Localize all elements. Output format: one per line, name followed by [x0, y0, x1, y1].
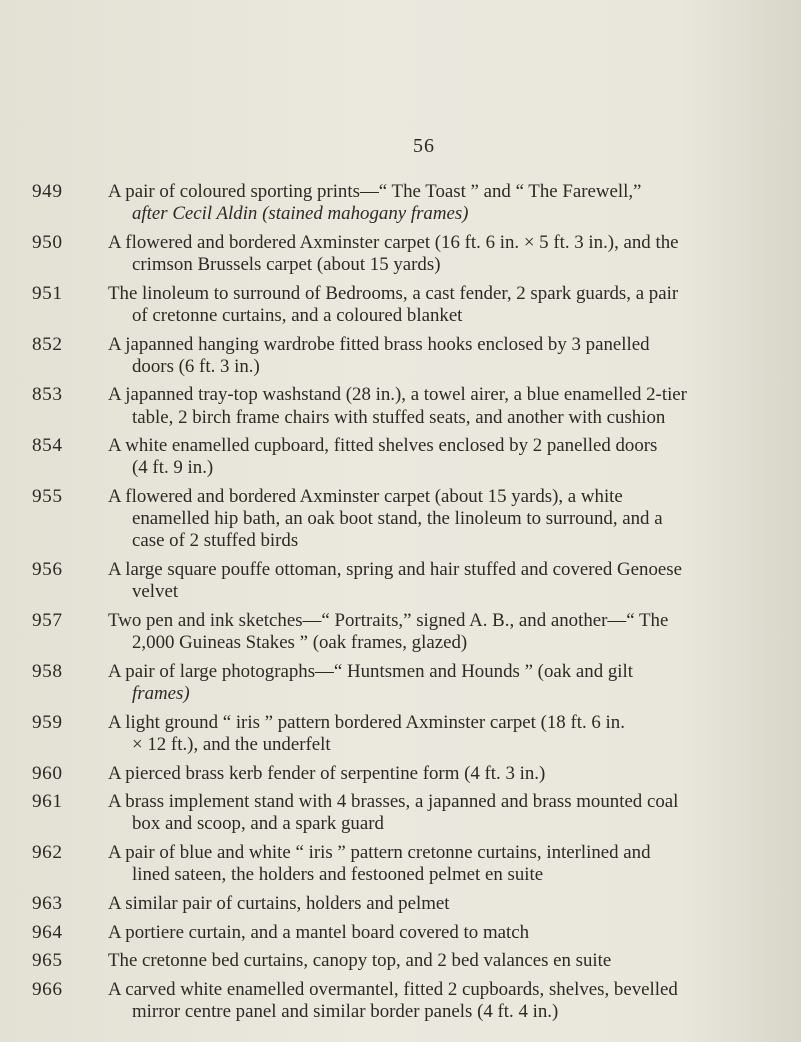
lot-line: A flowered and bordered Axminster carpet (about 15 yards), a white	[108, 486, 623, 508]
lot-number: 959	[32, 711, 63, 733]
lot-number: 962	[32, 842, 63, 864]
lot-line: × 12 ft.), and the underfelt	[132, 733, 331, 755]
lot-description	[108, 334, 792, 378]
lot-description	[108, 842, 792, 886]
lot-number: 854	[32, 435, 63, 457]
lot-line: enamelled hip bath, an oak boot stand, the linoleum to surround, and a	[132, 508, 663, 530]
lot-description	[108, 712, 792, 756]
lot-line: The cretonne bed curtains, canopy top, and 2 bed valances en suite	[108, 950, 612, 972]
lot-line: doors (6 ft. 3 in.)	[132, 355, 260, 377]
lot-description	[108, 181, 792, 225]
lot-description	[108, 283, 792, 327]
lot-number: 956	[32, 559, 63, 581]
lot-line: A light ground “ iris ” pattern bordered Axminster carpet (18 ft. 6 in.	[108, 711, 625, 733]
lot-line: Two pen and ink sketches—“ Portraits,” signed A. B., and another—“ The	[108, 610, 669, 631]
lot-line: A japanned hanging wardrobe fitted brass hooks enclosed by 3 panelled	[108, 333, 650, 355]
lot-line: box and scoop, and a spark guard	[132, 813, 384, 835]
lot-number: 964	[32, 921, 63, 943]
lot-number: 951	[32, 282, 63, 304]
lot-description	[108, 661, 792, 705]
lot-line: case of 2 stuffed birds	[132, 530, 299, 552]
lot-line: of cretonne curtains, and a coloured blanket	[132, 304, 463, 326]
lot-description	[108, 950, 792, 972]
lot-description	[108, 893, 792, 915]
lot-number: 958	[32, 660, 63, 682]
lot-number: 949	[32, 181, 63, 202]
lot-line: velvet	[132, 581, 179, 603]
lot-number: 853	[32, 384, 63, 406]
lot-number: 961	[32, 791, 63, 813]
lot-line: mirror centre panel and similar border panels (4 ft. 4 in.)	[132, 1001, 559, 1023]
lot-line: A carved white enamelled overmantel, fitted 2 cupboards, shelves, bevelled	[108, 979, 678, 1001]
lot-description	[108, 232, 792, 276]
lot-description	[108, 610, 792, 654]
lot-line: A japanned tray-top washstand (28 in.), a towel airer, a blue enamelled 2-tier	[108, 384, 687, 406]
lot-line: A pair of coloured sporting prints—“ The Toast ” and “ The Farewell,”	[108, 181, 642, 202]
page-number: 56	[413, 135, 435, 157]
lot-line: The linoleum to surround of Bedrooms, a cast fender, 2 spark guards, a pair	[108, 282, 679, 304]
lot-description	[108, 979, 792, 1023]
lot-line: A white enamelled cupboard, fitted shelves enclosed by 2 panelled doors	[108, 435, 658, 457]
lot-line: 2,000 Guineas Stakes ” (oak frames, glazed)	[132, 632, 468, 654]
lot-line: A pair of large photographs—“ Huntsmen and Hounds ” (oak and gilt	[108, 660, 633, 682]
lot-number: 955	[32, 486, 63, 508]
lot-line: A pair of blue and white “ iris ” pattern cretonne curtains, interlined and	[108, 842, 651, 864]
lot-line: lined sateen, the holders and festooned pelmet en suite	[132, 864, 544, 886]
lot-description	[108, 922, 792, 944]
lot-line: table, 2 birch frame chairs with stuffed seats, and another with cushion	[132, 406, 666, 428]
lot-description	[108, 763, 792, 785]
lot-line: (4 ft. 9 in.)	[132, 457, 214, 479]
lot-number: 960	[32, 762, 63, 784]
lot-number: 852	[32, 333, 63, 355]
lot-line: A pierced brass kerb fender of serpentine form (4 ft. 3 in.)	[108, 762, 546, 784]
lot-line: A brass implement stand with 4 brasses, a japanned and brass mounted coal	[108, 791, 679, 813]
lot-number: 950	[32, 231, 63, 253]
lot-description	[108, 486, 792, 552]
lot-line: A portiere curtain, and a mantel board covered to match	[108, 921, 530, 943]
lot-number: 965	[32, 950, 63, 972]
lot-line: A large square pouffe ottoman, spring and hair stuffed and covered Genoese	[108, 559, 682, 581]
lot-line: frames)	[132, 683, 190, 704]
lot-line: A flowered and bordered Axminster carpet (16 ft. 6 in. × 5 ft. 3 in.), and the	[108, 231, 679, 253]
lot-description	[108, 791, 792, 835]
lot-number: 957	[32, 610, 63, 631]
lot-line: after Cecil Aldin (stained mahogany frames)	[132, 203, 469, 225]
lot-description	[108, 384, 792, 428]
lot-number: 963	[32, 893, 63, 914]
lot-number: 966	[32, 979, 63, 1001]
lot-line: crimson Brussels carpet (about 15 yards)	[132, 253, 441, 275]
lot-line: A similar pair of curtains, holders and pelmet	[108, 893, 450, 914]
lot-description	[108, 559, 792, 603]
lot-description	[108, 435, 792, 479]
